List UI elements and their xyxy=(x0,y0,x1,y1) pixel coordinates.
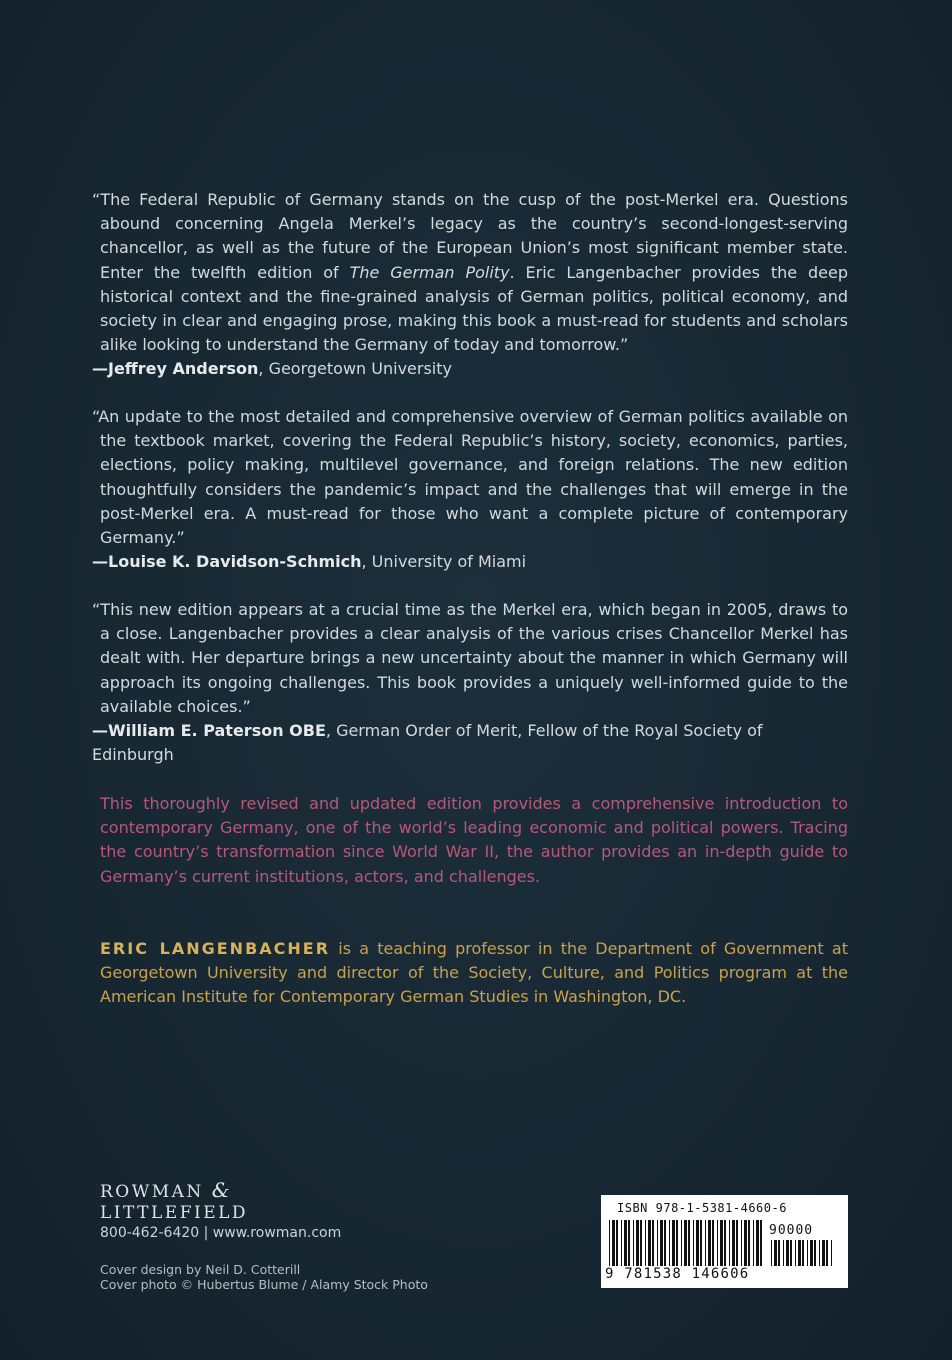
publisher-logo xyxy=(100,1180,248,1224)
barcode-bar xyxy=(802,1240,804,1266)
barcode-bar xyxy=(657,1220,658,1266)
barcode-bar xyxy=(822,1240,825,1266)
barcode-bar xyxy=(798,1240,801,1266)
barcode-bar xyxy=(786,1240,789,1266)
barcode-bar xyxy=(684,1220,687,1266)
barcode-bar xyxy=(717,1220,718,1266)
barcode-bar xyxy=(826,1240,828,1266)
publisher-name-line2: LITTLEFIELD xyxy=(100,1203,249,1223)
barcode-bar xyxy=(790,1240,792,1266)
endorser-name: —William E. Paterson OBE xyxy=(92,721,326,741)
barcode-bar xyxy=(814,1240,816,1266)
barcode-bar xyxy=(660,1220,663,1266)
barcode-bar xyxy=(652,1220,654,1266)
barcode-bar xyxy=(681,1220,682,1266)
barcode-bar xyxy=(760,1220,762,1266)
barcode-bar xyxy=(724,1220,726,1266)
endorsement-3-attribution xyxy=(92,719,848,767)
barcode-bar xyxy=(810,1240,813,1266)
barcode-bar xyxy=(774,1240,777,1266)
author-bio-text: is a teaching professor in the Department of Government at Georgetown University and director of the Society, Culture, and Politics program at the American Institute for Contemporary German Studies in Washington, DC. xyxy=(100,939,848,1007)
barcode-bar xyxy=(819,1240,820,1266)
cover-photo-credit: Cover photo © Hubertus Blume / Alamy Stock Photo xyxy=(100,1277,428,1292)
endorsement-1-text: “The Federal Republic of Germany stands on the cusp of the post-Merkel era. Questions abound concerning Angela Merkel’s legacy as the country’s second-longest-serving chancellor, as well as the future of the European Union’s most significant member state. Enter the twelfth edition of The German Polity. Eric Langenbacher provides the deep historical context and the fine-grained analysis of German politics, political economy, and society in clear and engaging prose, making this book a must-read for students and scholars alike looking to understand the Germany of today and tomorrow.” xyxy=(92,190,849,355)
endorser-affiliation: , University of Miami xyxy=(361,552,527,572)
barcode-bar xyxy=(616,1220,618,1266)
barcode-bar xyxy=(756,1220,759,1266)
book-title: The German Polity xyxy=(349,262,510,282)
publisher-name-line1: ROWMAN & xyxy=(100,1178,230,1202)
ampersand: & xyxy=(211,1178,230,1202)
author-bio xyxy=(100,937,848,1010)
barcode-bar xyxy=(628,1220,630,1266)
endorsement-1-attribution xyxy=(92,357,848,381)
barcode-bar xyxy=(640,1220,642,1266)
endorsement-2 xyxy=(92,405,848,574)
publisher-contact: 800-462-6420 | www.rowman.com xyxy=(100,1225,342,1241)
barcode-bar xyxy=(700,1220,702,1266)
barcode-bar xyxy=(688,1220,690,1266)
cover-design-credit: Cover design by Neil D. Cotterill xyxy=(100,1262,301,1277)
barcode-bar xyxy=(609,1220,610,1266)
isbn-number: ISBN 978-1-5381-4660-6 xyxy=(617,1201,787,1215)
endorser-name: —Jeffrey Anderson xyxy=(92,359,259,379)
price-barcode-bars xyxy=(769,1240,835,1280)
barcode-bar xyxy=(612,1220,615,1266)
barcode-bar xyxy=(648,1220,651,1266)
endorser-affiliation: , German Order of Merit, Fellow of the Royal Society of Edinburgh xyxy=(92,721,763,765)
price-code: 90000 xyxy=(769,1223,814,1238)
endorsement-3 xyxy=(92,598,848,767)
barcode-bar xyxy=(708,1220,711,1266)
barcode-bar xyxy=(696,1220,699,1266)
endorser-name: —Louise K. Davidson-Schmich xyxy=(92,552,362,572)
isbn-barcode xyxy=(601,1195,848,1288)
barcode-bar xyxy=(633,1220,634,1266)
barcode-bar xyxy=(748,1220,750,1266)
barcode-bar xyxy=(621,1220,622,1266)
barcode-bar xyxy=(771,1240,772,1266)
barcode-bar xyxy=(636,1220,639,1266)
endorsement-2-attribution xyxy=(92,550,848,574)
barcode-bar xyxy=(624,1220,627,1266)
barcode-bar xyxy=(736,1220,738,1266)
endorsement-3-text: “This new edition appears at a crucial time as the Merkel era, which began in 2005, draws to a close. Langenbacher provides a clear analysis of the various crises Chancellor Merkel has dealt with. Her departure brings a new uncertainty about the manner in which Germany will approach its ongoing challenges. This book provides a uniquely well-informed guide to the available choices.” xyxy=(92,600,848,716)
ean-barcode-bars xyxy=(607,1220,763,1266)
barcode-bar xyxy=(778,1240,780,1266)
barcode-bar xyxy=(712,1220,714,1266)
endorser-affiliation: , Georgetown University xyxy=(258,359,452,379)
barcode-bar xyxy=(664,1220,666,1266)
barcode-bar xyxy=(795,1240,796,1266)
barcode-bar xyxy=(831,1240,832,1266)
barcode-bar xyxy=(783,1240,784,1266)
barcode-bar xyxy=(807,1240,808,1266)
barcode-bar xyxy=(720,1220,723,1266)
barcode-digits: 9 781538 146606 xyxy=(605,1266,750,1282)
endorsement-1 xyxy=(92,188,848,382)
endorsement-2-text: “An update to the most detailed and comprehensive overview of German politics available on the textbook market, covering the Federal Republic’s history, society, economics, parties, elections, policy making, multilevel governance, and foreign relations. The new edition thoughtfully considers the pandemic’s impact and the challenges that will emerge in the post-Merkel era. A must-read for those who want a complete picture of contemporary Germany.” xyxy=(92,407,848,548)
barcode-bar xyxy=(729,1220,730,1266)
cover-credits xyxy=(100,1262,428,1292)
barcode-bar xyxy=(705,1220,706,1266)
barcode-bar xyxy=(672,1220,675,1266)
barcode-bar xyxy=(693,1220,694,1266)
barcode-bar xyxy=(645,1220,646,1266)
book-description: This thoroughly revised and updated edition provides a comprehensive introduction to contemporary Germany, one of the world’s leading economic and political powers. Tracing the country’s transformation since World War II, the author provides an in-depth guide to Germany’s current institutions, actors, and challenges. xyxy=(100,794,848,886)
barcode-bar xyxy=(669,1220,670,1266)
barcode-bar xyxy=(741,1220,742,1266)
barcode-bar xyxy=(744,1220,747,1266)
barcode-bar xyxy=(676,1220,678,1266)
author-name: ERIC LANGENBACHER xyxy=(100,939,331,958)
barcode-bar xyxy=(753,1220,754,1266)
barcode-bar xyxy=(732,1220,735,1266)
